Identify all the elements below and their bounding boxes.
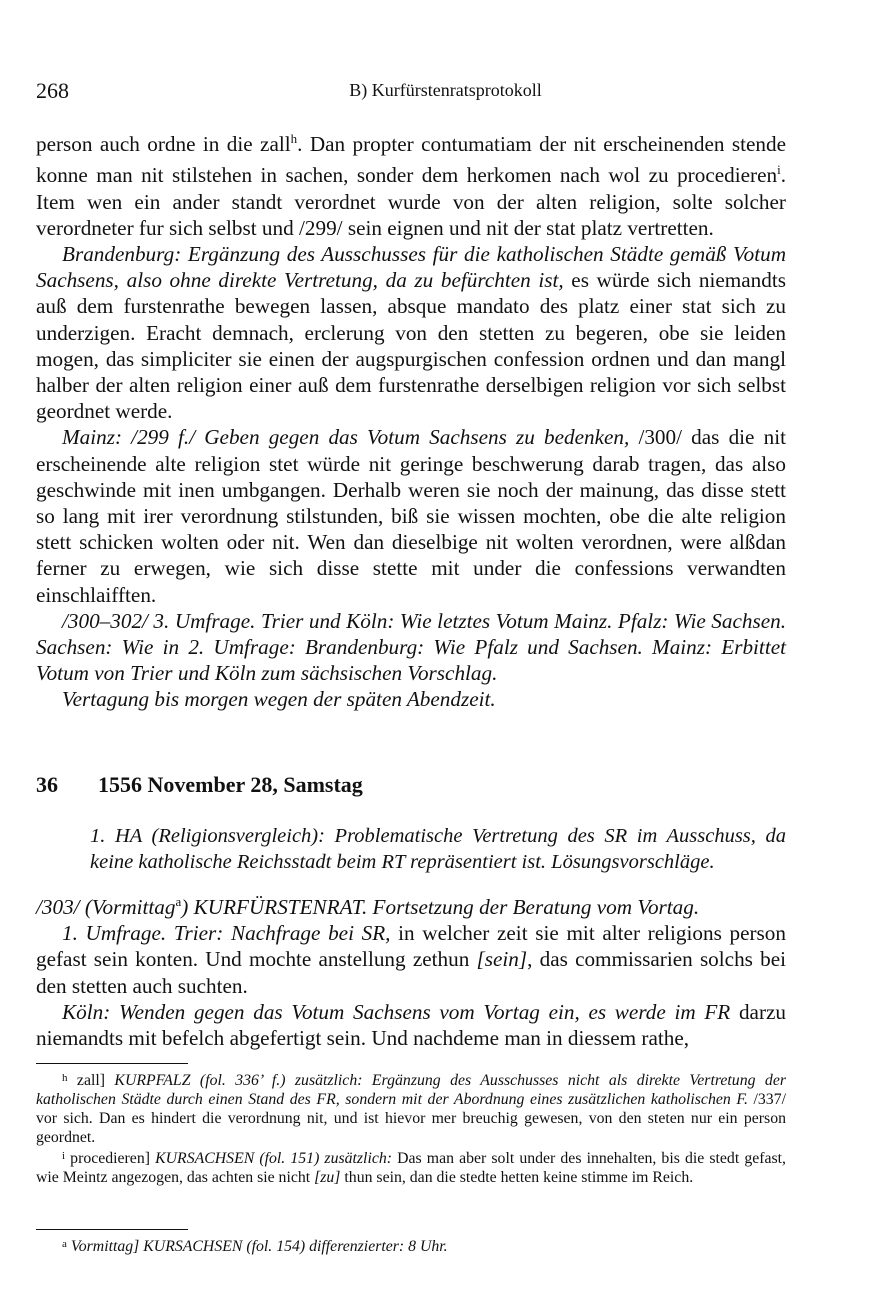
paragraph-umfrage-3: /300–302/ 3. Umfrage. Trier und Köln: Wie letztes Votum Mainz. Pfalz: Wie Sachsen. Sachsen: Wie in 2. Umfrage: Brandenburg: Wie Pfalz und Sachsen. Mainz: Erbittet Votum von Trier und Köln zum sächsischen Vorschlag.	[36, 608, 786, 686]
protocol-text-top	[36, 126, 786, 713]
session-heading: /303/ (Vormittag$^a$) KURFÜRSTENRAT. Fortsetzung der Beratung vom Vortag.	[36, 894, 700, 920]
footnote-ref-a: a	[175, 894, 182, 909]
running-header: B) Kurfürstenratsprotokoll	[349, 80, 542, 100]
paragraph-koeln: Köln: Wenden gegen das Votum Sachsens vom Vortag ein, es werde im FR darzu niemandts mit befelch abgefertigt sein. Und nachdeme man in diessem rathe,	[36, 999, 786, 1051]
footnotes-block-2	[36, 1235, 786, 1256]
paragraph-1: person auch ordne in die zall$^h$. Dan propter contumatiam der nit erscheinenden stende konne man nit stilstehen in sachen, sonder dem herkomen nach wol zu procedieren$^i$. Item wen ein ander standt verordnet wurde von der alten religion, solte solcher verordneter fur sich selbst und /299/ sein eignen und nit der stat platz vertretten.	[36, 131, 787, 240]
footnote-h: $^h$ zall] KURPFALZ (fol. 336’ f.) zusätzlich: Ergänzung des Ausschusses nicht als direkte Vertretung der katholischen Städte durch einen Stand des FR, sondern mit der Abordnung eines zusätzlichen katholischen F. /337/ vor sich. Dan es hindert die verordnung nit, und ist hievor mer breuchig gewesen, von den steten nur ein person geordnet.	[36, 1072, 786, 1146]
footnote-rule-2	[36, 1229, 188, 1230]
section-summary: 1. HA (Religionsvergleich): Problematische Vertretung des SR im Ausschuss, da keine katholische Reichsstadt beim RT repräsentiert ist. Lösungsvorschläge.	[90, 825, 786, 873]
footnote-ref-i: i	[777, 162, 781, 178]
paragraph-trier: 1. Umfrage. Trier: Nachfrage bei SR, in welcher zeit sie mit alter religions person gefast sein konten. Und mochte anstellung zethun [sein], das commissarien solchs bei den stetten auch suchten.	[36, 921, 786, 998]
paragraph-mainz: Mainz: /299 f./ Geben gegen das Votum Sachsens zu bedenken, /300/ das die nit erscheinende alte religion stet würde nit geringe beschwerung darab tragen, das also geschwinde mit inen umbgangen. Derhalb weren sie noch der mainung, das disse stett so lang mit irer verordnung stilstunden, biß sie wissen mochten, obe die alte religion stett schicken wolten oder nit. Wen dan dieselbige nit wolten verordnen, were alßdan ferner zu erwegen, wie sich disse stette mit under die confessions verwandten einschlaifften.	[36, 425, 786, 607]
footnote-rule-1	[36, 1063, 188, 1064]
footnotes-block-1	[36, 1069, 786, 1187]
footnote-i: $^i$ procedieren] KURSACHSEN (fol. 151) zusätzlich: Das man aber solt under des innehalten, bis die stedt gefast, wie Meintz angezogen, das achten sie nicht [zu] thun sein, dan die stedte hetten keine stimme im Reich.	[36, 1150, 786, 1186]
paragraph-vertagung: Vertagung bis morgen wegen der späten Abendzeit.	[62, 687, 496, 712]
section-number: 36	[36, 772, 58, 797]
page-number: 268	[36, 78, 69, 103]
section-title: 1556 November 28, Samstag	[98, 772, 363, 797]
footnote-ref-h: h	[290, 131, 298, 146]
protocol-text-section	[36, 889, 786, 1051]
footnote-a: $^a$ Vormittag] KURSACHSEN (fol. 154) differenzierter: 8 Uhr.	[62, 1238, 448, 1255]
paragraph-brandenburg: Brandenburg: Ergänzung des Ausschusses für die katholischen Städte gemäß Votum Sachsens, also ohne direkte Vertretung, da zu befürchten ist, es würde sich niemandts auß dem furstenrathe bewegen lassen, absque mandato des platz einer stat sich zu underzigen. Eracht demnach, erclerung von den stetten zu begeren, obe sie leiden mogen, das simpliciter sie einen der augspurgischen confession ordnen und dan mangl halber der alten religion einer auß dem furstenrathe derselbigen religion vor sich selbst geordnet werde.	[36, 241, 786, 424]
